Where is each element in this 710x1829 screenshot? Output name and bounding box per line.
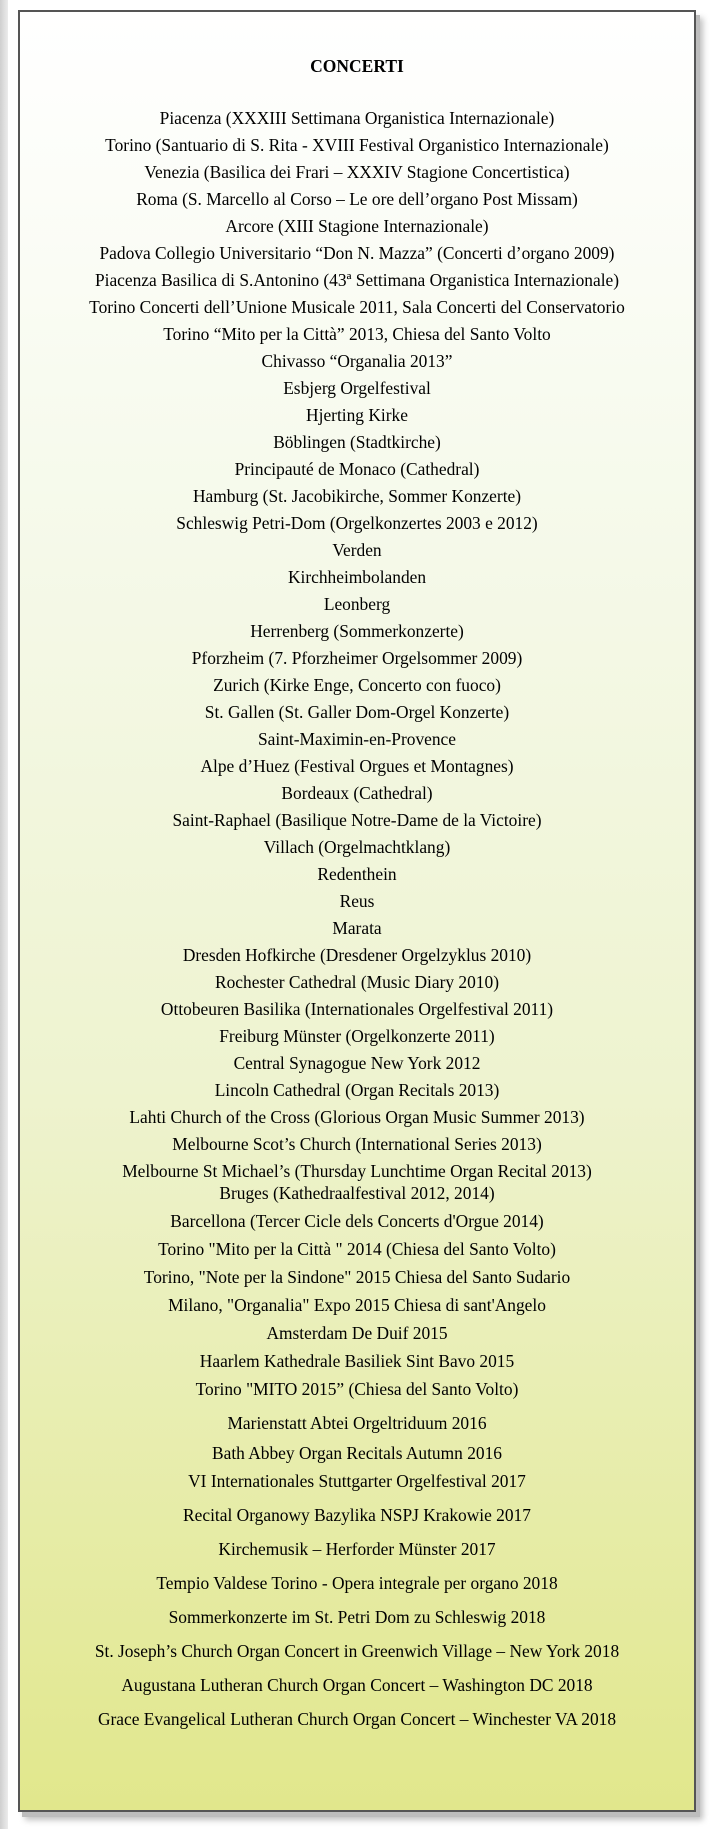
concert-entry: Ottobeuren Basilika (Internationales Orgelfestival 2011) [160, 999, 554, 1019]
concert-entry: Lahti Church of the Cross (Glorious Organ Music Summer 2013) [129, 1107, 585, 1127]
concert-entry: Venezia (Basilica dei Frari – XXXIV Stagione Concertistica) [144, 162, 570, 182]
concert-entry: Lincoln Cathedral (Organ Recitals 2013) [214, 1080, 500, 1100]
concert-entry: Pforzheim (7. Pforzheimer Orgelsommer 2009) [191, 648, 523, 668]
concert-entry: Redenthein [317, 864, 397, 884]
concert-entry: Herrenberg (Sommerkonzerte) [250, 621, 464, 641]
concert-entry: St. Joseph’s Church Organ Concert in Greenwich Village – New York 2018 [94, 1641, 620, 1661]
concert-entry: Dresden Hofkirche (Dresdener Orgelzyklus 2010) [182, 945, 532, 965]
concert-entry: Alpe d’Huez (Festival Orgues et Montagnes) [200, 756, 514, 776]
concert-entry: Torino "MITO 2015” (Chiesa del Santo Volto) [195, 1379, 519, 1399]
concert-entry: Principauté de Monaco (Cathedral) [234, 459, 480, 479]
page-edge-shadow [0, 0, 8, 1829]
concert-entry: Torino (Santuario di S. Rita - XVIII Festival Organistico Internazionale) [105, 135, 609, 155]
concert-entry: Grace Evangelical Lutheran Church Organ Concert – Winchester VA 2018 [97, 1709, 617, 1729]
concert-entry: Freiburg Münster (Orgelkonzerte 2011) [219, 1026, 495, 1046]
concert-entry: Bath Abbey Organ Recitals Autumn 2016 [212, 1443, 502, 1463]
concert-entry: Bruges (Kathedraalfestival 2012, 2014) [219, 1183, 495, 1203]
concert-entry: Marienstatt Abtei Orgeltriduum 2016 [227, 1413, 487, 1433]
concert-list-panel [18, 10, 696, 1812]
concert-entry: Chivasso “Organalia 2013” [261, 351, 453, 371]
concert-entry: Roma (S. Marcello al Corso – Le ore dell’organo Post Missam) [136, 189, 578, 209]
concert-entry: Piacenza Basilica di S.Antonino (43ª Settimana Organistica Internazionale) [94, 270, 620, 290]
concert-entry: St. Gallen (St. Galler Dom-Orgel Konzerte) [204, 702, 510, 722]
concert-entry: Melbourne Scot’s Church (International Series 2013) [172, 1134, 542, 1154]
concert-entry: Padova Collegio Universitario “Don N. Mazza” (Concerti d’organo 2009) [99, 243, 615, 263]
concert-entry: Haarlem Kathedrale Basiliek Sint Bavo 2015 [199, 1351, 515, 1371]
concert-entry: Saint-Raphael (Basilique Notre-Dame de la Victoire) [172, 810, 542, 830]
concert-entry: Piacenza (XXXIII Settimana Organistica Internazionale) [159, 108, 555, 128]
concert-entry: Zurich (Kirke Enge, Concerto con fuoco) [213, 675, 501, 695]
concert-entry: Hamburg (St. Jacobikirche, Sommer Konzerte) [192, 486, 522, 506]
concert-entry: Torino “Mito per la Città” 2013, Chiesa del Santo Volto [163, 324, 551, 344]
concert-entry: Central Synagogue New York 2012 [233, 1053, 481, 1073]
concert-entry: Rochester Cathedral (Music Diary 2010) [215, 972, 499, 992]
concert-entry: Marata [332, 918, 382, 938]
concert-entry: VI Internationales Stuttgarter Orgelfestival 2017 [188, 1471, 526, 1491]
concert-entry: Torino "Mito per la Città " 2014 (Chiesa del Santo Volto) [158, 1239, 556, 1259]
concert-entry: Torino Concerti dell’Unione Musicale 2011, Sala Concerti del Conservatorio [89, 297, 625, 317]
concert-entry: Böblingen (Stadtkirche) [273, 432, 441, 452]
concert-entry: Sommerkonzerte im St. Petri Dom zu Schleswig 2018 [168, 1607, 546, 1627]
concert-entry: Milano, "Organalia" Expo 2015 Chiesa di sant'Angelo [168, 1295, 546, 1315]
concert-entry: Bordeaux (Cathedral) [281, 783, 433, 803]
concert-entry: Reus [339, 891, 375, 911]
concert-entry: Kirchheimbolanden [287, 567, 427, 587]
concert-entry: Saint-Maximin-en-Provence [257, 729, 456, 749]
concert-entry: Barcellona (Tercer Cicle dels Concerts d'Orgue 2014) [170, 1211, 544, 1231]
concert-entry: Augustana Lutheran Church Organ Concert – Washington DC 2018 [121, 1675, 593, 1695]
concert-entry: Schleswig Petri-Dom (Orgelkonzertes 2003 e 2012) [176, 513, 538, 533]
concert-entry: Hjerting Kirke [306, 405, 408, 425]
concert-entry: Esbjerg Orgelfestival [283, 378, 431, 398]
concert-entry: Melbourne St Michael’s (Thursday Lunchtime Organ Recital 2013) [122, 1161, 592, 1181]
concert-entry: Amsterdam De Duif 2015 [266, 1323, 448, 1343]
concert-entry: Torino, "Note per la Sindone" 2015 Chiesa del Santo Sudario [143, 1267, 571, 1287]
page-title: CONCERTI [310, 56, 404, 76]
concert-entry: Leonberg [323, 594, 391, 614]
concert-entry: Tempio Valdese Torino - Opera integrale per organo 2018 [156, 1573, 558, 1593]
concert-entry: Verden [332, 540, 382, 560]
concert-entry: Recital Organowy Bazylika NSPJ Krakowie 2017 [183, 1505, 531, 1525]
concert-entry: Arcore (XIII Stagione Internazionale) [225, 216, 489, 236]
concert-entry: Villach (Orgelmachtklang) [263, 837, 451, 857]
concert-entry: Kirchemusik – Herforder Münster 2017 [218, 1539, 496, 1559]
